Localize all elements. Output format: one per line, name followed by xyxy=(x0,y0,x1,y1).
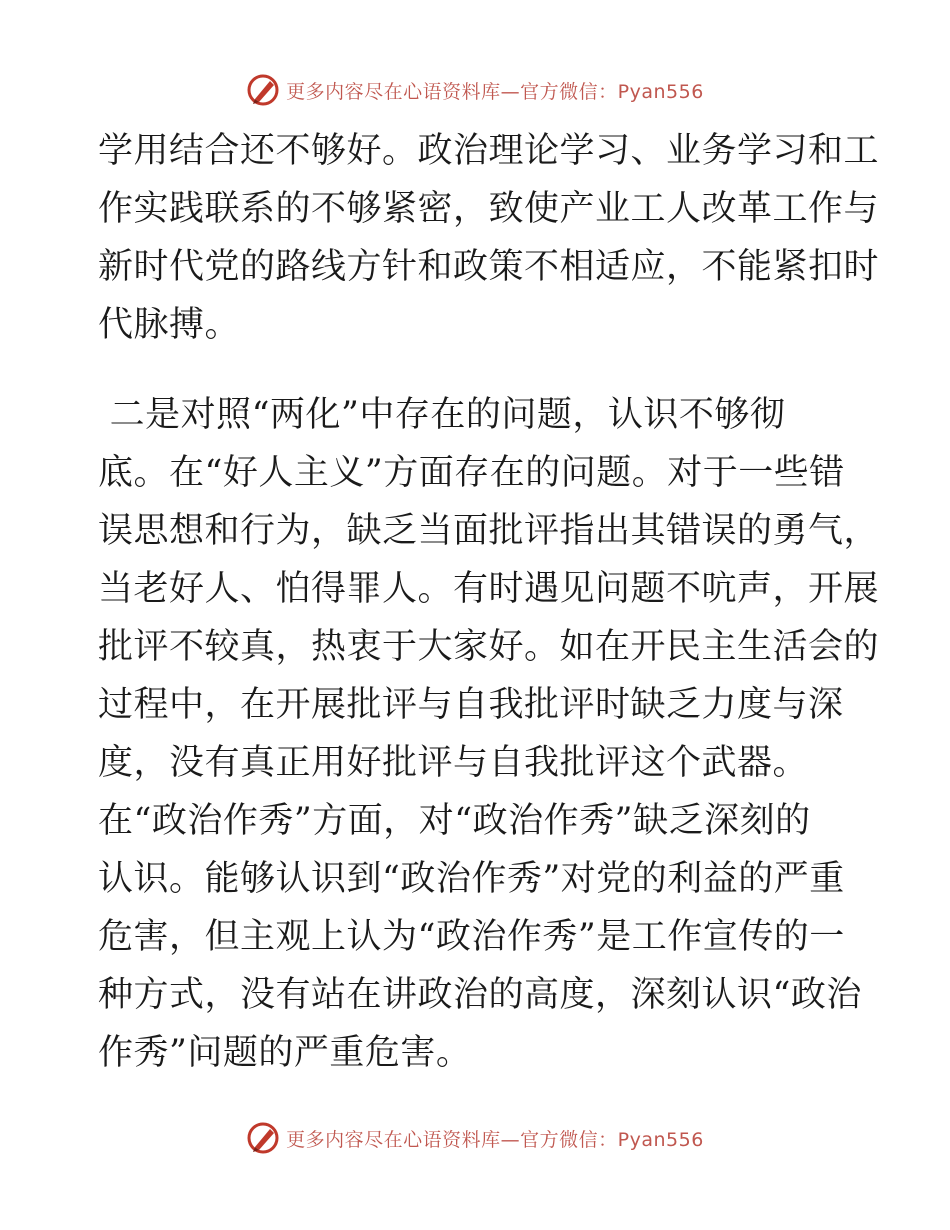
paragraph-1 xyxy=(98,122,880,354)
footer-banner xyxy=(0,1118,950,1158)
text-line: 种方式，没有站在讲政治的高度，深刻认识“政治 xyxy=(98,975,862,1015)
text-line: 认识。能够认识到“政治作秀”对党的利益的严重 xyxy=(98,859,845,899)
paragraph-2 xyxy=(98,386,880,1082)
text-line: 代脉搏。 xyxy=(98,305,241,345)
paragraph-spacer xyxy=(98,354,858,386)
text-line: 度，没有真正用好批评与自我批评这个武器。 xyxy=(98,743,809,783)
text-line: 当老好人、怕得罪人。有时遇见问题不吭声，开展 xyxy=(98,569,880,609)
footer-banner-text: 更多内容尽在心语资料库—官方微信：Pyan556 xyxy=(286,1128,704,1151)
text-line: 误思想和行为，缺乏当面批评指出其错误的勇气， xyxy=(98,511,880,551)
pen-logo-icon xyxy=(246,1121,280,1155)
text-line: 二是对照“两化”中存在的问题，认识不够彻 xyxy=(98,395,786,435)
header-banner-text: 更多内容尽在心语资料库—官方微信：Pyan556 xyxy=(286,80,704,103)
text-line: 作实践联系的不够紧密，致使产业工人改革工作与 xyxy=(98,189,880,229)
text-line: 过程中，在开展批评与自我批评时缺乏力度与深 xyxy=(98,685,844,725)
text-line: 批评不较真，热衷于大家好。如在开民主生活会的 xyxy=(98,627,880,667)
header-banner xyxy=(0,70,950,110)
text-line: 学用结合还不够好。政治理论学习、业务学习和工 xyxy=(98,131,880,171)
text-line: 危害，但主观上认为“政治作秀”是工作宣传的一 xyxy=(98,917,845,957)
text-line: 底。在“好人主义”方面存在的问题。对于一些错 xyxy=(98,453,845,493)
text-line: 作秀”问题的严重危害。 xyxy=(98,1033,472,1073)
document-body xyxy=(98,122,880,1082)
text-line: 在“政治作秀”方面，对“政治作秀”缺乏深刻的 xyxy=(98,801,811,841)
text-line: 新时代党的路线方针和政策不相适应，不能紧扣时 xyxy=(98,247,880,287)
pen-logo-icon xyxy=(246,73,280,107)
